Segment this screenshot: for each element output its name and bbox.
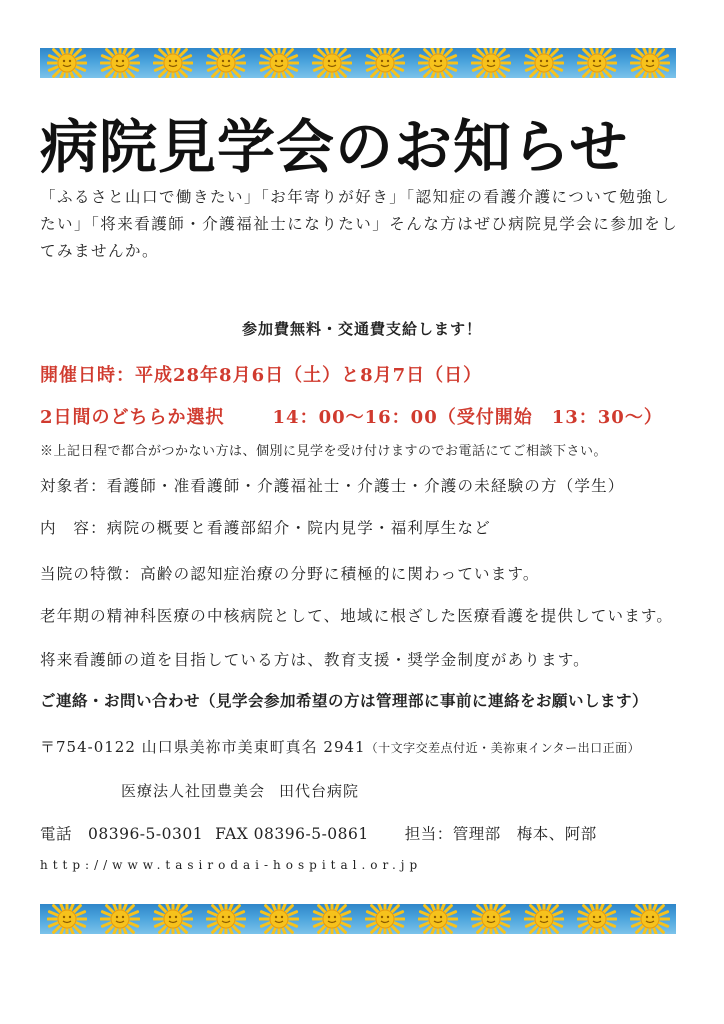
staff-contact: 担当：管理部 梅本、阿部 (404, 825, 597, 843)
border-tile (464, 904, 517, 934)
border-tile (93, 904, 146, 934)
free-notice: 参加費無料・交通費支給します！ (241, 320, 482, 338)
border-tile (40, 904, 93, 934)
sun-icon (418, 48, 458, 78)
sun-icon (47, 904, 87, 934)
border-tile (358, 48, 411, 78)
border-tile (199, 904, 252, 934)
border-tile (305, 48, 358, 78)
sun-icon (577, 904, 617, 934)
choose-time: 14：00〜16：00（受付開始 13：30〜） (272, 407, 663, 428)
fax-number: FAX 08396-5-0861 (215, 825, 369, 843)
sun-icon (206, 904, 246, 934)
sun-icon (100, 904, 140, 934)
border-tile (146, 48, 199, 78)
border-tile (411, 48, 464, 78)
event-time (40, 403, 663, 429)
sun-icon (153, 904, 193, 934)
target-audience: 対象者：看護師・准看護師・介護福祉士・介護士・介護の未経験の方（学生） (40, 477, 625, 495)
org-hospital: 田代台病院 (279, 782, 360, 800)
border-tile (199, 48, 252, 78)
sun-border-top (40, 48, 676, 78)
contact-heading: ご連絡・お問い合わせ（見学会参加希望の方は管理部に事前に連絡をお願いします） (40, 691, 649, 710)
border-tile (517, 48, 570, 78)
sun-icon (47, 48, 87, 78)
hospital-feature: 当院の特徴：高齢の認知症治療の分野に積極的に関わっています。 (40, 565, 540, 583)
org-corporation: 医療法人社団豊美会 (121, 782, 266, 800)
border-tile (623, 904, 676, 934)
organization (121, 780, 359, 801)
sun-icon (418, 904, 458, 934)
sun-icon (259, 48, 299, 78)
event-date: 開催日時：平成28年8月6日（土）と8月7日（日） (40, 365, 483, 386)
border-tile (570, 48, 623, 78)
sun-icon (524, 904, 564, 934)
sun-icon (630, 48, 670, 78)
sun-icon (365, 904, 405, 934)
sun-icon (471, 904, 511, 934)
border-tile (146, 904, 199, 934)
border-tile (40, 48, 93, 78)
border-tile (570, 904, 623, 934)
sun-icon (312, 48, 352, 78)
page-title: 病院見学会のお知らせ (40, 113, 629, 181)
website-url: http://www.tasirodai-hospital.or.jp (40, 858, 423, 872)
support-info: 将来看護師の道を目指している方は、教育支援・奨学金制度があります。 (40, 651, 590, 669)
border-tile (252, 904, 305, 934)
event-content: 内 容：病院の概要と看護部紹介・院内見学・福利厚生など (40, 519, 491, 537)
sun-icon (312, 904, 352, 934)
choose-label: 2日間のどちらか選択 (40, 407, 225, 428)
sun-icon (524, 48, 564, 78)
phone-line (40, 822, 597, 844)
border-tile (623, 48, 676, 78)
schedule-note: ※上記日程で都合がつかない方は、個別に見学を受け付けますのでお電話にてご相談下さい。 (40, 444, 608, 459)
border-tile (517, 904, 570, 934)
sun-icon (153, 48, 193, 78)
border-tile (252, 48, 305, 78)
sun-icon (577, 48, 617, 78)
border-tile (411, 904, 464, 934)
sun-icon (206, 48, 246, 78)
sun-border-bottom (40, 904, 676, 934)
sun-icon (100, 48, 140, 78)
sun-icon (471, 48, 511, 78)
border-tile (358, 904, 411, 934)
hospital-role: 老年期の精神科医療の中核病院として、地域に根ざした医療看護を提供しています。 (40, 607, 674, 625)
intro-text: 「ふるさと山口で働きたい」「お年寄りが好き」「認知症の看護介護について勉強したい」「将来看護師・介護福祉士になりたい」そんな方はぜひ病院見学会に参加をしてみませんか。 (40, 188, 679, 260)
border-tile (93, 48, 146, 78)
sun-icon (259, 904, 299, 934)
border-tile (464, 48, 517, 78)
address (40, 736, 640, 757)
border-tile (305, 904, 358, 934)
address-main: 〒754-0122 山口県美祢市美東町真名 2941 (40, 738, 366, 756)
phone-number: 電話 08396-5-0301 (40, 825, 204, 843)
sun-icon (365, 48, 405, 78)
sun-icon (630, 904, 670, 934)
address-note: （十文字交差点付近・美祢東インター出口正面） (365, 741, 641, 755)
